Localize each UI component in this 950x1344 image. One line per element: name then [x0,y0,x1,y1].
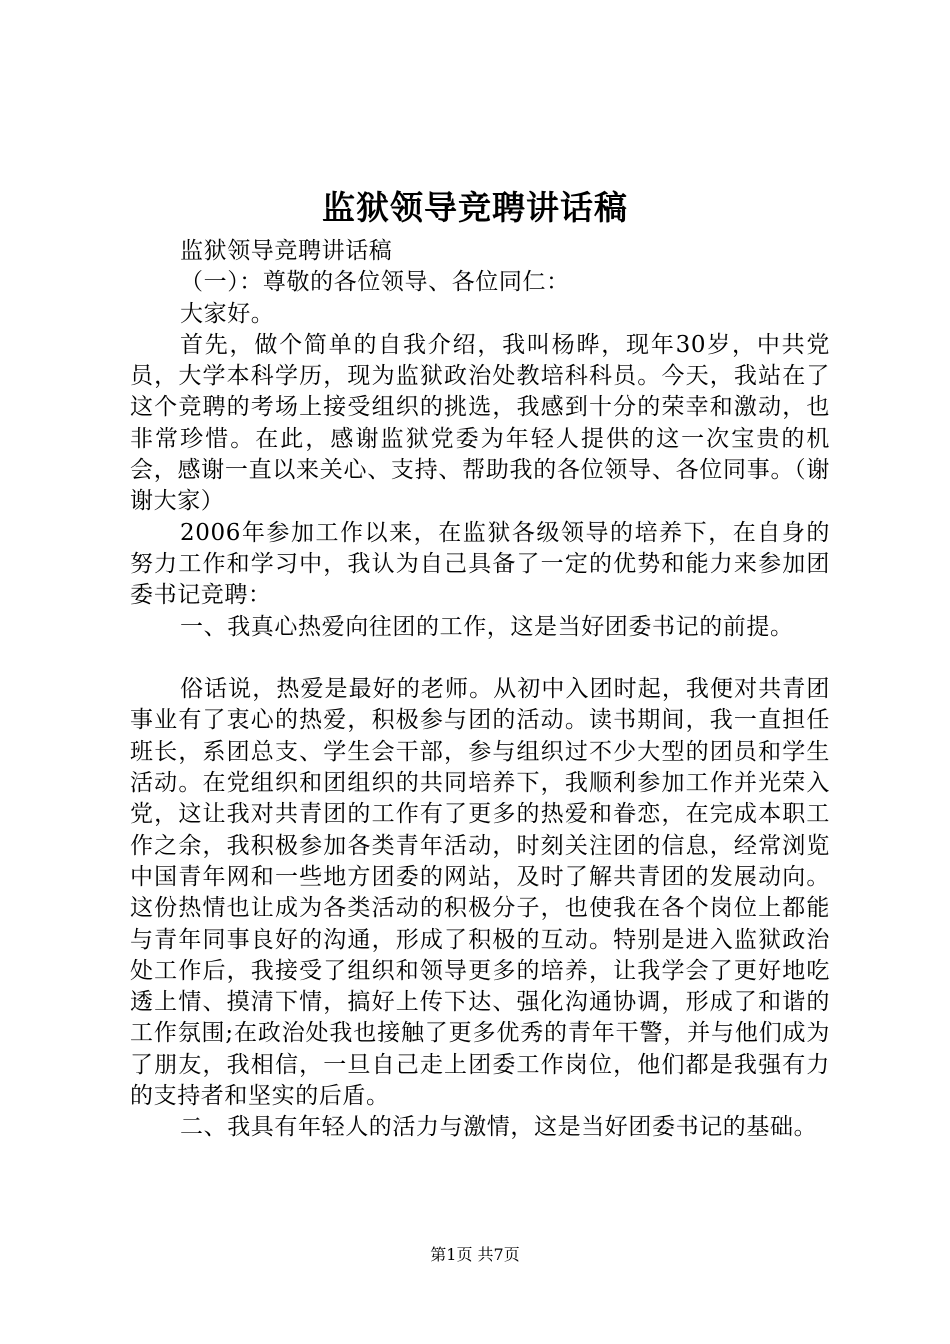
paragraph-introduction: 首先，做个简单的自我介绍，我叫杨晔，现年30岁，中共党员，大学本科学历，现为监狱政治处教培科科员。今天，我站在了这个竞聘的考场上接受组织的挑选，我感到十分的荣幸和激动，也非常珍惜。在此，感谢监狱党委为年轻人提供的这一次宝贵的机会，感谢一直以来关心、支持、帮助我的各位领导、各位同事。（谢谢大家） [130,331,830,515]
paragraph-point-two: 二、我具有年轻人的活力与激情，这是当好团委书记的基础。 [180,1114,818,1141]
page-footer: 第1页 共7页 [430,1245,520,1264]
document-title: 监狱领导竞聘讲话稿 [322,188,628,227]
paragraph-greeting: 大家好。 [180,300,275,327]
paragraph-qualification: 2006年参加工作以来，在监狱各级领导的培养下，在自身的努力工作和学习中，我认为自己具备了一定的优势和能力来参加团委书记竞聘： [130,519,830,609]
document-body [130,236,830,1144]
paragraph-point-one: 一、我真心热爱向往团的工作，这是当好团委书记的前提。 [180,613,794,640]
paragraph-subtitle: 监狱领导竞聘讲话稿 [180,238,393,264]
paragraph-point-one-detail: 俗话说，热爱是最好的老师。从初中入团时起，我便对共青团事业有了衷心的热爱，积极参与团的活动。读书期间，我一直担任班长，系团总支、学生会干部，参与组织过不少大型的团员和学生活动。在党组织和团组织的共同培养下，我顺利参加工作并光荣入党，这让我对共青团的工作有了更多的热爱和眷恋，在完成本职工作之余，我积极参加各类青年活动，时刻关注团的信息，经常浏览中国青年网和一些地方团委的网站，及时了解共青团的发展动向。这份热情也让成为各类活动的积极分子，也使我在各个岗位上都能与青年同事良好的沟通，形成了积极的互动。特别是进入监狱政治处工作后，我接受了组织和领导更多的培养，让我学会了更好地吃透上情、摸清下情，搞好上传下达、强化沟通协调，形成了和谐的工作氛围;在政治处我也接触了更多优秀的青年干警，并与他们成为了朋友，我相信，一旦自己走上团委工作岗位，他们都是我强有力的支持者和坚实的后盾。 [130,676,830,1110]
paragraph-salutation: （一）：尊敬的各位领导、各位同仁： [180,269,570,296]
paragraph-spacer [130,643,830,674]
